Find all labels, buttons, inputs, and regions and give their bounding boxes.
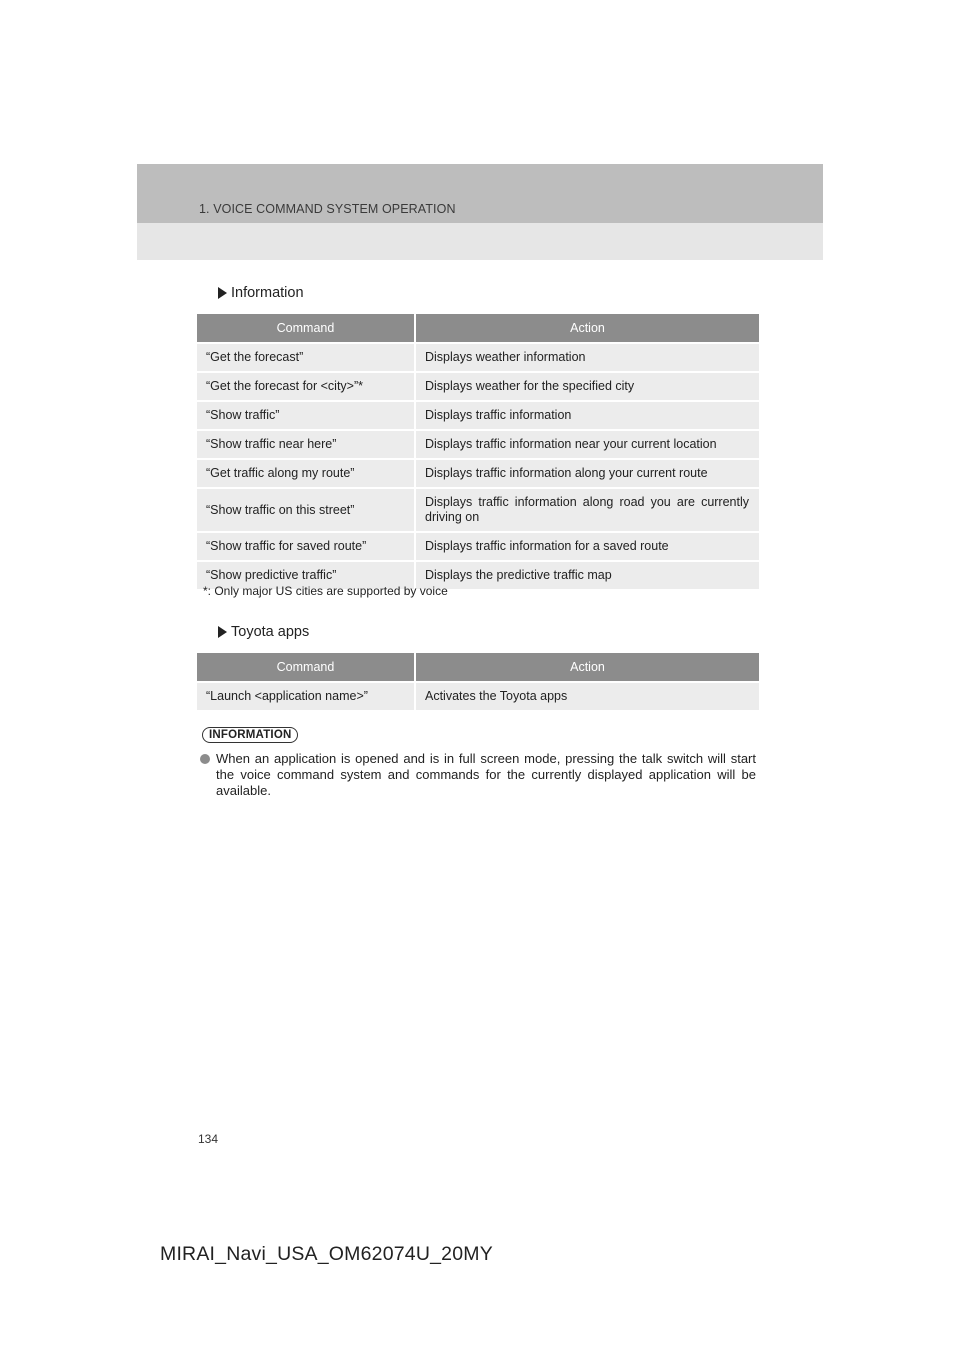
table-row: [197, 401, 759, 430]
command-cell: “Show traffic near here”: [197, 430, 415, 459]
section-title: 1. VOICE COMMAND SYSTEM OPERATION: [199, 202, 456, 216]
document-id: MIRAI_Navi_USA_OM62074U_20MY: [160, 1243, 493, 1265]
command-cell: “Get the forecast”: [197, 343, 415, 372]
information-text: When an application is opened and is in full screen mode, pressing the talk switch will start the voice command system and commands for the currently displayed application will be available.: [216, 751, 756, 798]
action-cell: Activates the Toyota apps: [415, 682, 759, 710]
table-header-row: [197, 653, 759, 682]
table-row: [197, 532, 759, 561]
information-table: [197, 314, 759, 589]
heading-information-label: Information: [231, 285, 304, 301]
column-header-command: Command: [197, 314, 415, 343]
command-cell: “Show predictive traffic”: [197, 561, 415, 589]
column-header-action: Action: [415, 653, 759, 682]
table-row: [197, 430, 759, 459]
triangle-right-icon: [218, 287, 227, 299]
column-header-command: Command: [197, 653, 415, 682]
toyota-apps-table: [197, 653, 759, 710]
action-cell: Displays traffic information: [415, 401, 759, 430]
table-row: [197, 488, 759, 532]
action-cell: Displays weather for the specified city: [415, 372, 759, 401]
page-number: 134: [198, 1132, 219, 1146]
information-note: [200, 751, 756, 799]
table-row: [197, 459, 759, 488]
command-cell: “Launch <application name>”: [197, 682, 415, 710]
action-cell: Displays the predictive traffic map: [415, 561, 759, 589]
command-cell: “Get traffic along my route”: [197, 459, 415, 488]
command-cell: “Show traffic on this street”: [197, 488, 415, 532]
command-cell: “Get the forecast for <city>”*: [197, 372, 415, 401]
bullet-icon: [200, 754, 210, 764]
table-row: [197, 343, 759, 372]
information-badge: INFORMATION: [202, 727, 298, 743]
command-cell: “Show traffic for saved route”: [197, 532, 415, 561]
heading-toyota-apps: [218, 624, 309, 640]
column-header-action: Action: [415, 314, 759, 343]
footnote: *: Only major US cities are supported by voice: [203, 584, 448, 598]
table-row: [197, 682, 759, 710]
action-cell: Displays traffic information along your current route: [415, 459, 759, 488]
heading-information: [218, 285, 304, 301]
triangle-right-icon: [218, 626, 227, 638]
command-cell: “Show traffic”: [197, 401, 415, 430]
heading-toyota-apps-label: Toyota apps: [231, 624, 310, 640]
action-cell: Displays traffic information for a saved route: [415, 532, 759, 561]
table-row: [197, 372, 759, 401]
action-cell: Displays traffic information near your current location: [415, 430, 759, 459]
table-header-row: [197, 314, 759, 343]
action-cell: Displays weather information: [415, 343, 759, 372]
action-cell: Displays traffic information along road you are currently driving on: [415, 488, 759, 532]
